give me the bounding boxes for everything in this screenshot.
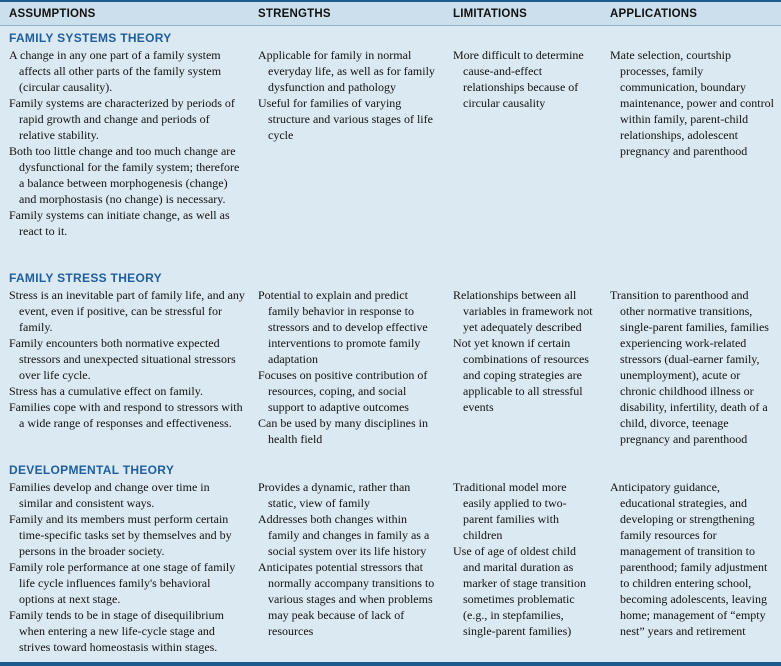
- family-systems-limitations: [453, 47, 593, 111]
- list-item: Family and its members must perform certain time-specific tasks set by themselves and by persons in the broader society.: [9, 512, 232, 558]
- list-item: Provides a dynamic, rather than static, view of family: [258, 480, 411, 510]
- list-item: Mate selection, courtship processes, family communication, boundary maintenance, power and control within family, parent-child relationships, adolescent pregnancy and parenthood: [610, 48, 774, 158]
- list-item: Use of age of oldest child and marital duration as marker of stage transition sometimes problematic (e.g., in stepfamilies, single-parent families): [453, 544, 586, 638]
- list-item: Family tends to be in stage of disequilibrium when entering a new life-cycle stage and strives toward homeostasis within stages.: [9, 608, 224, 654]
- family-systems-strengths: [258, 47, 438, 143]
- section-title-family-stress: FAMILY STRESS THEORY: [9, 271, 162, 285]
- list-item: Anticipates potential stressors that normally accompany transitions to various stages and when problems may peak because of lack of resources: [258, 560, 435, 638]
- section-title-developmental: DEVELOPMENTAL THEORY: [9, 463, 175, 477]
- list-item: Traditional model more easily applied to two-parent families with children: [453, 480, 567, 542]
- list-item: Family systems are characterized by periods of rapid growth and change and periods of relative stability.: [9, 96, 235, 142]
- list-item: Both too little change and too much change are dysfunctional for the family system; therefore a balance between morphogenesis (change) and morphostasis (no change) is necessary.: [9, 144, 240, 206]
- list-item: Families cope with and respond to stressors with a wide range of responses and effectiveness.: [9, 400, 243, 430]
- list-item: A change in any one part of a family system affects all other parts of the family system (circular causality).: [9, 48, 222, 94]
- header-limitations: LIMITATIONS: [453, 8, 527, 20]
- table-header: [0, 0, 781, 26]
- table-bottom-rule: [0, 662, 781, 666]
- list-item: Useful for families of varying structure and various stages of life cycle: [258, 96, 433, 142]
- list-item: Potential to explain and predict family behavior in response to stressors and to develop effective interventions to promote family adaptation: [258, 288, 428, 366]
- list-item: Family systems can initiate change, as well as react to it.: [9, 208, 230, 238]
- header-applications: APPLICATIONS: [610, 8, 698, 20]
- developmental-limitations: [453, 479, 593, 639]
- list-item: Stress has a cumulative effect on family.: [9, 384, 203, 398]
- developmental-strengths: [258, 479, 438, 639]
- list-item: Relationships between all variables in framework not yet adequately described: [453, 288, 593, 334]
- list-item: Focuses on positive contribution of resources, coping, and social support to adaptive outcomes: [258, 368, 428, 414]
- header-assumptions: ASSUMPTIONS: [9, 8, 96, 20]
- family-systems-applications: [610, 47, 774, 159]
- list-item: Families develop and change over time in similar and consistent ways.: [9, 480, 210, 510]
- section-title-family-systems: FAMILY SYSTEMS THEORY: [9, 31, 172, 45]
- family-stress-assumptions: [9, 287, 245, 431]
- list-item: Anticipatory guidance, educational strategies, and developing or strengthening family resources for management of transition to parenthood; family adjustment to children entering school, becoming adolescents, leaving home; management of “empty nest” years and retirement: [610, 480, 768, 638]
- list-item: Can be used by many disciplines in health field: [258, 416, 428, 446]
- developmental-assumptions: [9, 479, 245, 655]
- family-stress-limitations: [453, 287, 593, 415]
- list-item: More difficult to determine cause-and-effect relationships because of circular causality: [453, 48, 584, 110]
- list-item: Stress is an inevitable part of family life, and any event, even if positive, can be stressful for family.: [9, 288, 245, 334]
- list-item: Transition to parenthood and other normative transitions, single-parent families, families experiencing work-related stressors (dual-earner family, unemployment), acute or chronic childhood illness or disability, infertility, death of a child, divorce, teenage pregnancy and parenthood: [610, 288, 769, 446]
- list-item: Addresses both changes within family and changes in family as a social system over its life history: [258, 512, 430, 558]
- list-item: Applicable for family in normal everyday life, as well as for family dysfunction and pathology: [258, 48, 435, 94]
- family-stress-strengths: [258, 287, 438, 447]
- list-item: Family encounters both normative expected stressors and unexpected situational stressors over life cycle.: [9, 336, 236, 382]
- family-systems-assumptions: [9, 47, 245, 239]
- header-strengths: STRENGTHS: [258, 8, 331, 20]
- list-item: Family role performance at one stage of family life cycle influences family's behavioral options at next stage.: [9, 560, 236, 606]
- family-stress-applications: [610, 287, 774, 447]
- list-item: Not yet known if certain combinations of resources and coping strategies are applicable to all stressful events: [453, 336, 589, 414]
- developmental-applications: [610, 479, 774, 639]
